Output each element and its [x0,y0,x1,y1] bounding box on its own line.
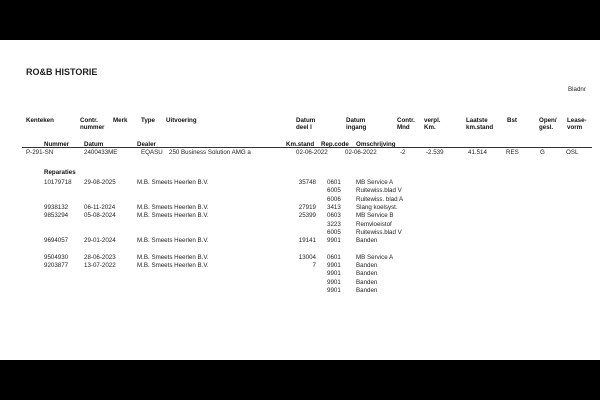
repair-omschrijving: Banden [356,278,378,286]
vehicle-uitvoering: 250 Business Solution AMG a [169,149,251,156]
repair-omschrijving: Banden [356,237,378,245]
vehicle-kenteken: P-291-SN [26,149,54,156]
col-open-gesl: Open/ gesl. [539,117,557,131]
vehicle-lease-vorm: OSL [566,149,579,156]
repair-repcode: 6005 [327,187,341,195]
repair-dealer: M.B. Smeets Heerlen B.V. [137,179,209,186]
repair-repcode: 9901 [327,262,341,269]
col-contr-nummer: Contr. nummer [80,117,105,131]
col-contr-mnd: Contr. Mnd [397,117,415,131]
repair-repcode: 9901 [327,286,341,294]
col-laatste-kmstand: Laatste km.stand [466,117,494,131]
repair-datum: 29-08-2025 [84,179,116,186]
repair-omschrijving: MB Service A [356,253,394,261]
repair-repcode: 9901 [327,237,341,245]
repair-dealer: M.B. Smeets Heerlen B.V. [137,203,209,211]
repair-nummer: 10179718 [44,179,72,186]
repair-kmstand: 27919 [298,203,316,211]
col-kenteken: Kenteken [26,117,54,124]
repair-omschrijving: Ruitewiss.blad V [356,187,402,195]
repair-repcode: 3413 [327,203,341,211]
repair-repcode: 6006 [327,195,341,203]
repair-datum: 29-01-2024 [84,237,116,245]
col-uitvoering: Uitvoering [166,117,197,124]
subcol-omschrijving: Omschrijving [356,141,396,148]
repair-omschrijving: Banden [356,270,378,278]
col-datum-ingang: Datum ingang [346,117,367,131]
col-bst: Bst [507,117,517,124]
repair-kmstand: 35748 [298,179,316,186]
repair-repcode: 0601 [327,253,341,261]
repair-datum: 05-08-2024 [84,212,116,220]
vehicle-type: EQASU [141,149,163,156]
repair-nummer: 9938132 [44,203,69,211]
repair-nummer: 9504930 [44,253,69,261]
subcol-datum: Datum [84,141,104,148]
header-divider [22,147,592,148]
repair-omschrijving: MB Service A [356,179,394,186]
subcol-dealer: Dealer [137,141,156,148]
repair-omschrijving: Ruitewiss. blad A [356,195,404,203]
reparaties-label: Reparaties [44,169,76,176]
col-lease-vorm: Lease- vorm [567,117,587,131]
repair-kmstand: 25399 [298,212,316,220]
repair-dealer: M.B. Smeets Heerlen B.V. [137,262,209,269]
repair-omschrijving: Banden [356,262,378,269]
repair-kmstand: 13004 [298,253,316,261]
subcol-repcode: Rep.code [321,141,349,148]
vehicle-mnd: -2 [400,149,406,156]
repair-kmstand: 19141 [298,237,316,245]
repair-repcode: 6005 [327,228,341,236]
repair-repcode: 9901 [327,270,341,278]
repair-omschrijving: Ruitewiss.blad V [356,228,402,236]
subcol-kmstand: Km.stand [286,141,315,148]
repair-nummer: 9203877 [44,262,69,269]
vehicle-datum-ingang: 02-06-2022 [345,149,377,156]
vehicle-open-gesl: G [540,149,545,156]
repair-repcode: 0601 [327,179,341,186]
repair-nummer: 9853294 [44,212,69,220]
report-title: RO&B HISTORIE [26,67,98,77]
repair-datum: 28-06-2023 [84,253,116,261]
vehicle-verpl-km: -2.539 [426,149,444,156]
col-datum-deel: Datum deel I [296,117,316,131]
repair-datum: 06-11-2024 [84,203,116,211]
repair-dealer: M.B. Smeets Heerlen B.V. [137,237,209,245]
repair-dealer: M.B. Smeets Heerlen B.V. [137,212,209,220]
repair-dealer: M.B. Smeets Heerlen B.V. [137,253,209,261]
repair-datum: 13-07-2022 [84,262,116,269]
report-sheet [0,40,600,360]
subcol-nummer: Nummer [44,141,70,148]
repair-repcode: 3223 [327,220,341,228]
repair-omschrijving: MB Service B [356,212,394,220]
repair-omschrijving: Slang koelsyst. [356,203,398,211]
repair-repcode: 9901 [327,278,341,286]
repair-omschrijving: Banden [356,286,378,294]
vehicle-datum-deel: 02-06-2022 [296,149,328,156]
col-type: Type [141,117,155,124]
col-verpl-km: verpl. Km. [424,117,441,131]
repair-nummer: 9694057 [44,237,69,245]
repair-repcode: 0603 [327,212,341,220]
repair-kmstand: 7 [312,262,316,269]
repair-omschrijving: Remvloeistof [356,220,392,228]
col-merk: Merk [113,117,128,124]
vehicle-contract: 2400433ME [84,149,118,156]
vehicle-bst: RES [506,149,519,156]
vehicle-laatste-kmstand: 41.514 [468,149,487,156]
page-number-label: Bladnr [568,86,586,93]
